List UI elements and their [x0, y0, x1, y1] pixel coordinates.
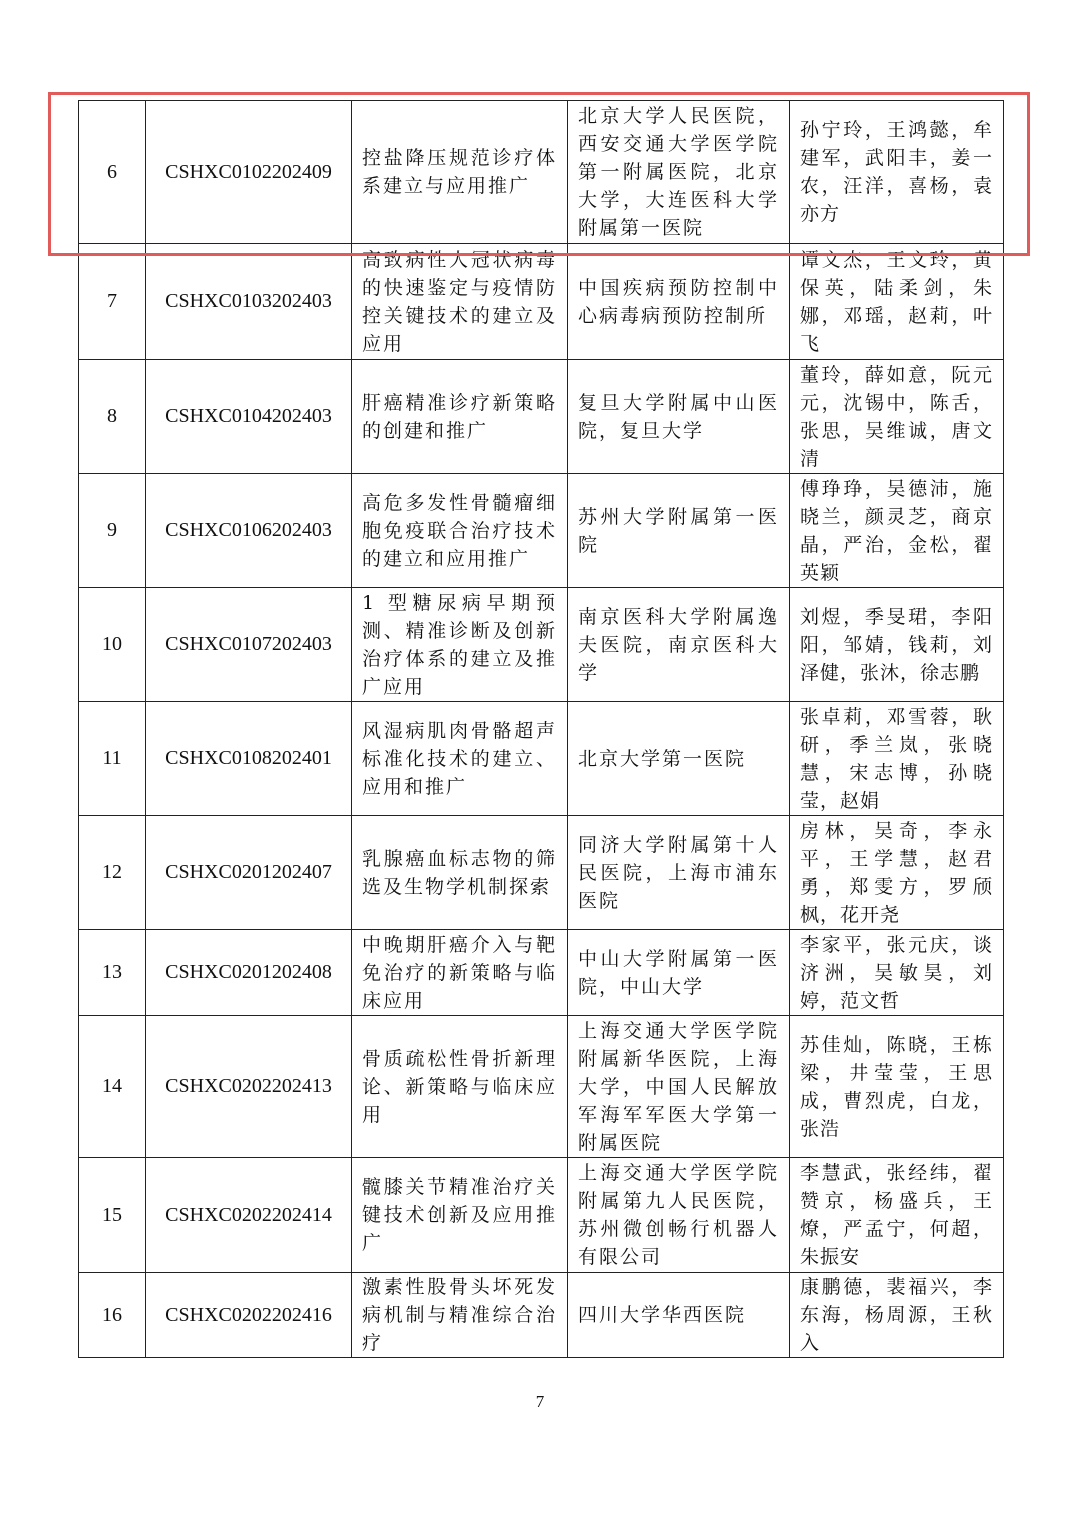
table-row — [79, 101, 1004, 244]
completing-units: 北京大学人民医院，西安交通大学医学院第一附属医院，北京大学，大连医科大学附属第一医院 — [568, 101, 790, 244]
project-title: 髋膝关节精准治疗关键技术创新及应用推广 — [352, 1158, 568, 1273]
completing-persons: 谭文杰，王文玲，黄保英，陆柔剑，朱娜，邓瑶，赵莉，叶飞 — [790, 244, 1004, 360]
completing-persons: 李慧武，张经纬，翟赞京，杨盛兵，王燎，严孟宁，何超，朱振安 — [790, 1158, 1004, 1273]
table-row — [79, 1158, 1004, 1273]
table-row — [79, 816, 1004, 930]
project-code: CSHXC0201202407 — [146, 816, 352, 930]
row-number: 15 — [79, 1158, 146, 1273]
row-number: 12 — [79, 816, 146, 930]
project-code: CSHXC0202202416 — [146, 1273, 352, 1358]
completing-units: 上海交通大学医学院附属新华医院，上海大学，中国人民解放军海军军医大学第一附属医院 — [568, 1016, 790, 1158]
table-row — [79, 1273, 1004, 1358]
completing-persons: 苏佳灿，陈晓，王栋梁，井莹莹，王思成，曹烈虎，白龙，张浩 — [790, 1016, 1004, 1158]
project-title: 肝癌精准诊疗新策略的创建和推广 — [352, 360, 568, 474]
completing-units: 同济大学附属第十人民医院，上海市浦东医院 — [568, 816, 790, 930]
table-row — [79, 702, 1004, 816]
completing-units: 复旦大学附属中山医院，复旦大学 — [568, 360, 790, 474]
project-code: CSHXC0106202403 — [146, 474, 352, 588]
project-code: CSHXC0107202403 — [146, 588, 352, 702]
row-number: 9 — [79, 474, 146, 588]
completing-persons: 张卓莉，邓雪蓉，耿研，季兰岚，张晓慧，宋志博，孙晓莹，赵娟 — [790, 702, 1004, 816]
table-row — [79, 360, 1004, 474]
row-number: 13 — [79, 930, 146, 1016]
table-row — [79, 930, 1004, 1016]
table-row — [79, 588, 1004, 702]
table-row — [79, 474, 1004, 588]
completing-units: 中国疾病预防控制中心病毒病预防控制所 — [568, 244, 790, 360]
project-code: CSHXC0201202408 — [146, 930, 352, 1016]
completing-units: 四川大学华西医院 — [568, 1273, 790, 1358]
completing-units: 上海交通大学医学院附属第九人民医院，苏州微创畅行机器人有限公司 — [568, 1158, 790, 1273]
completing-persons: 房林，吴奇，李永平，王学慧，赵君勇，郑雯方，罗颀枫，花开尧 — [790, 816, 1004, 930]
project-code: CSHXC0102202409 — [146, 101, 352, 244]
page-number: 7 — [535, 1392, 545, 1411]
row-number: 8 — [79, 360, 146, 474]
awards-table — [78, 100, 1004, 1358]
project-title: 中晚期肝癌介入与靶免治疗的新策略与临床应用 — [352, 930, 568, 1016]
row-number: 11 — [79, 702, 146, 816]
project-code: CSHXC0202202414 — [146, 1158, 352, 1273]
project-title: 1 型糖尿病早期预测、精准诊断及创新治疗体系的建立及推广应用 — [352, 588, 568, 702]
project-title: 控盐降压规范诊疗体系建立与应用推广 — [352, 101, 568, 244]
row-number: 6 — [79, 101, 146, 244]
table-row — [79, 244, 1004, 360]
project-title: 高致病性人冠状病毒的快速鉴定与疫情防控关键技术的建立及应用 — [352, 244, 568, 360]
row-number: 7 — [79, 244, 146, 360]
completing-persons: 孙宁玲，王鸿懿，牟建军，武阳丰，姜一农，汪洋，喜杨，袁亦方 — [790, 101, 1004, 244]
project-title: 激素性股骨头坏死发病机制与精准综合治疗 — [352, 1273, 568, 1358]
completing-persons: 康鹏德，裴福兴，李东海，杨周源，王秋入 — [790, 1273, 1004, 1358]
completing-persons: 刘煜，季旻珺，李阳阳，邹婧，钱莉，刘泽健，张沐，徐志鹏 — [790, 588, 1004, 702]
project-code: CSHXC0104202403 — [146, 360, 352, 474]
completing-units: 苏州大学附属第一医院 — [568, 474, 790, 588]
project-code: CSHXC0108202401 — [146, 702, 352, 816]
project-code: CSHXC0103202403 — [146, 244, 352, 360]
project-code: CSHXC0202202413 — [146, 1016, 352, 1158]
project-title: 风湿病肌肉骨骼超声标准化技术的建立、应用和推广 — [352, 702, 568, 816]
row-number: 16 — [79, 1273, 146, 1358]
completing-persons: 董玲，薛如意，阮元元，沈锡中，陈舌，张思，吴维诚，唐文清 — [790, 360, 1004, 474]
table-body — [79, 101, 1004, 1358]
row-number: 10 — [79, 588, 146, 702]
row-number: 14 — [79, 1016, 146, 1158]
completing-units: 南京医科大学附属逸夫医院，南京医科大学 — [568, 588, 790, 702]
completing-units: 北京大学第一医院 — [568, 702, 790, 816]
project-title: 高危多发性骨髓瘤细胞免疫联合治疗技术的建立和应用推广 — [352, 474, 568, 588]
completing-persons: 傅琤琤，吴德沛，施晓兰，颜灵芝，商京晶，严治，金松，翟英颖 — [790, 474, 1004, 588]
project-title: 乳腺癌血标志物的筛选及生物学机制探索 — [352, 816, 568, 930]
completing-persons: 李家平，张元庆，谈济洲，吴敏昊，刘婷，范文哲 — [790, 930, 1004, 1016]
table-row — [79, 1016, 1004, 1158]
completing-units: 中山大学附属第一医院，中山大学 — [568, 930, 790, 1016]
project-title: 骨质疏松性骨折新理论、新策略与临床应用 — [352, 1016, 568, 1158]
